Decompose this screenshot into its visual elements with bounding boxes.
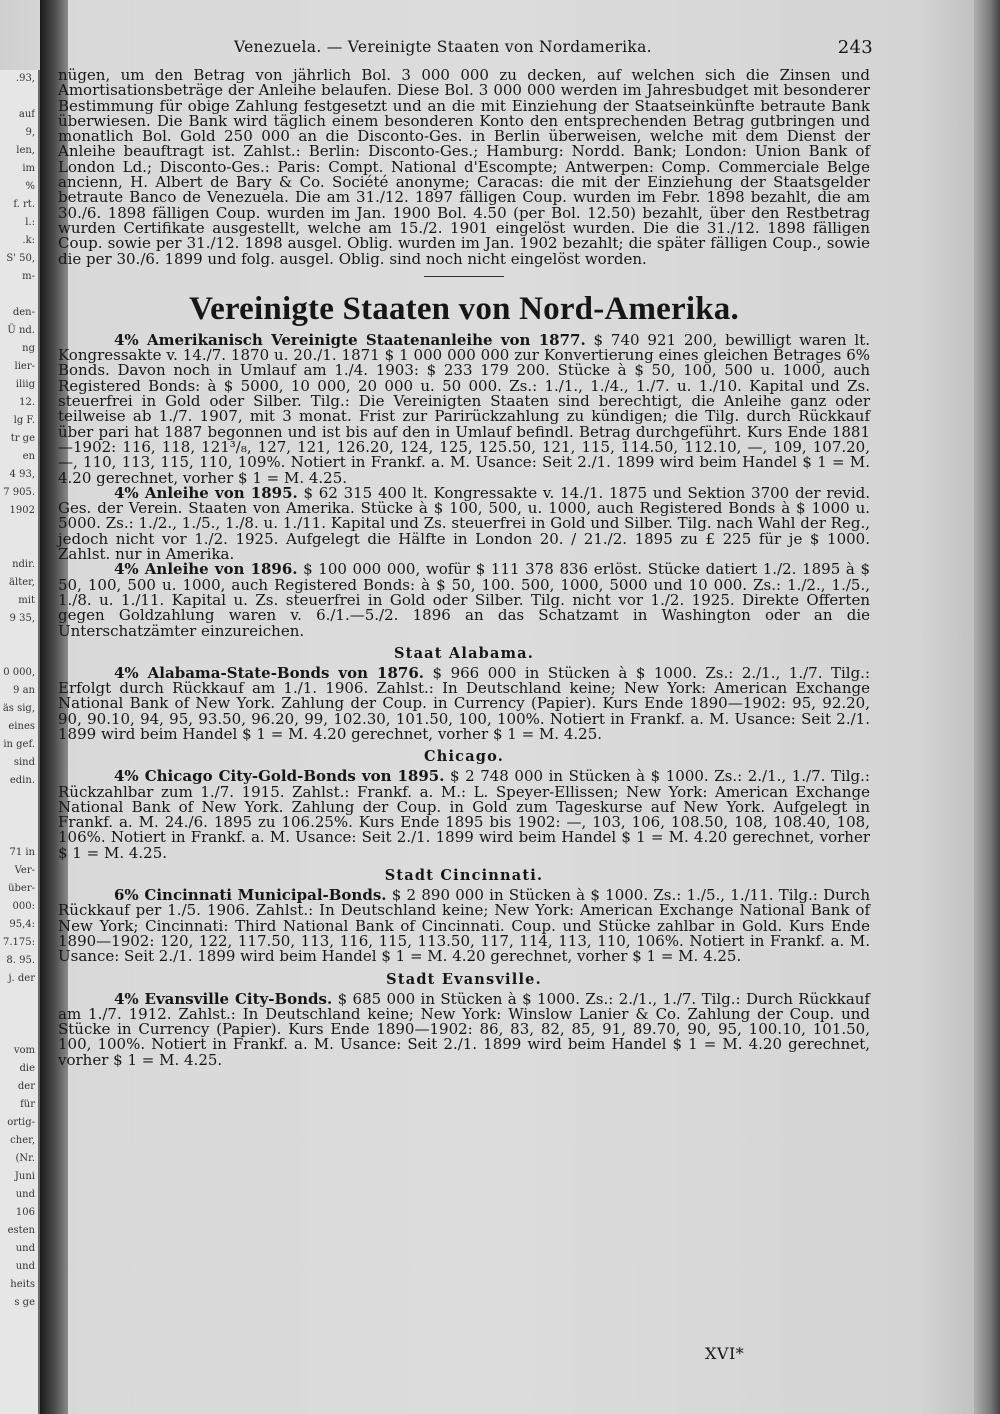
margin-fragment: Ver-	[14, 865, 35, 876]
margin-fragment: iliig	[15, 379, 35, 390]
bond-heading: 4% Amerikanisch Vereinigte Staatenanleihe von 1877.	[114, 330, 586, 349]
bond-text: $ 2 748 000 in Stücken à $ 1000. Zs.: 2./1., 1./7. Tilg.: Rückzahlbar zum 1./7. 1915. Zahlst.: Frankf. a. M.: L. Speyer-Ellissen; New York: American Exchange National Bank of New York. Zahlung der Coup. in Gold zum Tageskurse auf New York. Aufgelegt in Frankf. a. M. 24./6. 1895 zu 106.25%. Kurs Ende 1895 bis 1902: —, 103, 106, 108.50, 108, 108.40, 108, 106%. Notiert in Frankf. a. M. Usance: Seit 2./1. 1899 wird beim Handel $ 1 = M. 4.20 gerechnet, vorher $ 1 = M. 4.25.	[58, 767, 870, 862]
margin-fragment: ndir.	[12, 559, 35, 570]
margin-fragment: in gef.	[3, 739, 35, 750]
margin-fragment: ng	[22, 343, 35, 354]
bond-heading: 4% Evansville City-Bonds.	[114, 989, 333, 1008]
margin-fragment: vom	[13, 1045, 35, 1056]
margin-fragment: eines	[8, 721, 35, 732]
bond-entry	[58, 562, 870, 638]
bond-entry	[58, 330, 870, 487]
subsection-title: Staat Alabama.	[394, 644, 534, 662]
margin-fragment: 000:	[12, 901, 35, 912]
margin-fragment: 9 35,	[9, 613, 35, 624]
margin-fragment: für	[20, 1099, 35, 1110]
margin-fragment: und	[15, 1261, 35, 1272]
margin-fragment: auf	[18, 109, 35, 120]
margin-fragment	[0, 286, 35, 304]
bond-entry	[58, 989, 870, 1069]
margin-fragment: tr ge	[10, 433, 35, 444]
margin-fragment	[0, 1006, 35, 1024]
margin-fragment: .k:	[22, 235, 35, 246]
bond-text: $ 740 921 200, bewilligt waren lt. Kongressakte v. 14./7. 1870 u. 20./1. 1871 $ 1 000 000 000 zur Konvertierung eines gleichen Betrages 6% Bonds. Davon noch in Umlauf am 1./4. 1903: $ 233 179 200. Stücke à $ 50, 100, 500 u. 1000, auch Registered Bonds: à $ 5000, 10 000, 20 000 u. 50 000. Zs.: 1./1., 1./4., 1./7. u. 1./10. Kapital und Zs. steuerfrei in Gold oder Silber. Tilg.: Die Vereinigten Staaten sind berechtigt, die Anleihe ganz oder teilweise ab 1./7. 1907, mit 3 monat. Frist zur Parirückzahlung zu kündigen; die Tilg. durch Rückkauf über pari hat 1887 begonnen und ist bis auf den in Umlauf befindl. Betrag durchgeführt. Kurs Ende 1881—1902: 116, 118, 121³/₈, 127, 121, 126.20, 124, 125, 125.50, 121, 115, 114.50, 112.10, —, 109, 107.20, —, 110, 113, 115, 110, 109%. Notiert in Frankf. a. M. Usance: Seit 2./1. 1899 wird beim Handel $ 1 = M. 4.20 gerechnet, vorher $ 1 = M. 4.25.	[58, 330, 870, 487]
margin-fragment	[0, 628, 35, 646]
margin-fragment: cher,	[10, 1135, 35, 1146]
bond-text: $ 100 000 000, wofür $ 111 378 836 erlöst. Stücke datiert 1./2. 1895 à $ 50, 100, 500 u. 1000, auch Registered Bonds: à $ 50, 100. 500, 1000, 5000 und 10 000. Zs.: 1./2., 1./5., 1./8. u. 1./11. Kapital u. Zs. steuerfrei in Gold oder Silber. Tilg. nicht vor 1./2. 1925. Direkte Offerten gegen Goldzahlung waren v. 6./1.—5./2. 1896 an das Schatzamt in Washington oder an die Unterschatzämter einzureichen.	[58, 560, 870, 640]
margin-fragment: 9 an	[13, 685, 35, 696]
margin-fragment: 106	[15, 1207, 35, 1218]
subsection-title: Chicago.	[423, 748, 505, 766]
subsection-title: Stadt Evansville.	[386, 970, 542, 988]
section-title: Vereinigte Staaten von Nord-Amerika.	[189, 290, 739, 327]
margin-fragment: mit	[18, 595, 35, 606]
margin-fragment: .93,	[15, 73, 35, 84]
margin-fragment: über-	[8, 883, 35, 894]
margin-fragment	[0, 988, 35, 1006]
printer-signature: XVI*	[705, 1344, 745, 1363]
margin-fragment	[0, 538, 35, 556]
bond-entry	[58, 663, 870, 743]
margin-fragment	[0, 1024, 35, 1042]
margin-fragment: 12.	[19, 397, 35, 408]
margin-fragment: len,	[16, 145, 35, 156]
bond-text: $ 685 000 in Stücken à $ 1000. Zs.: 2./1., 1./7. Tilg.: Durch Rückkauf am 1./7. 1912. Zahlst.: In Deutschland keine; New York: Winslow Lanier & Co. Zahlung der Coup. und Stücke in Currency (Papier). Kurs Ende 1890—1902: 86, 83, 82, 85, 91, 89.70, 90, 95, 100.10, 101.50, 100, 100%. Notiert in Frankf. a. M. Usance: Seit 2./1. 1899 wird beim Handel $ 1 = M. 4.20 gerechnet, vorher $ 1 = M. 4.25.	[58, 989, 870, 1069]
page-edge	[974, 0, 1000, 1414]
margin-fragment: die	[19, 1063, 35, 1074]
margin-fragment: der	[17, 1081, 35, 1092]
margin-fragment: (Nr.	[15, 1153, 35, 1164]
margin-fragment: den-	[12, 307, 35, 318]
page-number: 243	[837, 37, 873, 58]
page-content	[58, 37, 873, 1069]
bond-entry	[58, 888, 870, 964]
margin-fragment: esten	[7, 1225, 35, 1236]
margin-fragment: 8. 95.	[6, 955, 35, 966]
margin-fragment: im	[22, 163, 35, 174]
margin-fragment: äs sig,	[2, 703, 35, 714]
bond-entry	[58, 769, 870, 861]
margin-fragment: 7.175:	[3, 937, 35, 948]
margin-fragment: lier-	[14, 361, 35, 372]
margin-fragment: sind	[13, 757, 35, 768]
margin-fragment: f. rt.	[13, 199, 35, 210]
venezuela-continuation: nügen, um den Betrag von jährlich Bol. 3 000 000 zu decken, auf welchen sich die Zinsen und Amortisationsbeträge der Anleihe belaufen. Diese Bol. 3 000 000 werden im Jahresbudget mit besonderer Bestimmung für obige Zahlung festgesetzt und an die mit Einziehung der Staatseinkünfte betraute Bank überwiesen. Die Bank wird täglich einem besonderen Konto den entsprechenden Betrag gutbringen und monatlich Bol. Gold 250 000 an die Disconto-Ges. in Berlin überweisen, welche mit dem Dienst der Anleihe beauftragt ist. Zahlst.: Berlin: Disconto-Ges.; Hamburg: Nordd. Bank; London: Union Bank of London Ld.; Disconto-Ges.: Paris: Compt. National d'Escompte; Antwerpen: Comp. Commerciale Belge ancienn, H. Albert de Bary & Co. Société anonyme; Caracas: die mit der Einziehung der Staatsgelder betraute Banco de Venezuela. Die am 31./12. 1897 fälligen Coup. wurden im Febr. 1898 bezahlt, die am 30./6. 1898 fälligen Coup. wurden im Jan. 1900 Bol. 4.50 (per Bol. 12.50) bezahlt, über den Restbetrag wurden Certifikate ausgestellt, welche am 15./2. 1901 eingelöst wurden. Die die 31./12. 1898 fälligen Coup. sowie per 31./12. 1898 ausgel. Oblig. wurden im Jan. 1902 bezahlt; die später fälligen Coup., sowie die per 30./6. 1899 und folg. ausgel. Oblig. sind noch nicht eingelöst worden.	[58, 66, 870, 268]
margin-fragment: Ü nd.	[7, 325, 35, 336]
margin-fragment	[0, 826, 35, 844]
running-head	[58, 37, 873, 68]
margin-fragment: edin.	[9, 775, 35, 786]
margin-fragment: j. der	[8, 973, 35, 984]
margin-fragment: s ge	[14, 1297, 35, 1308]
margin-fragment: S' 50,	[6, 253, 35, 264]
bond-heading: 4% Alabama-State-Bonds von 1876.	[114, 663, 424, 682]
facing-page-fragment	[0, 70, 40, 1414]
margin-fragment	[0, 646, 35, 664]
margin-fragment: en	[22, 451, 35, 462]
margin-fragment: und	[15, 1243, 35, 1254]
margin-fragment: ortig-	[7, 1117, 35, 1128]
bond-heading: 4% Chicago City-Gold-Bonds von 1895.	[114, 767, 445, 786]
margin-fragment: l.:	[25, 217, 35, 228]
margin-fragment: heits	[10, 1279, 35, 1290]
bond-heading: 6% Cincinnati Municipal-Bonds.	[114, 886, 387, 905]
margin-fragment: 9,	[25, 127, 35, 138]
subsection-title: Stadt Cincinnati.	[384, 867, 544, 885]
bond-text: $ 2 890 000 in Stücken à $ 1000. Zs.: 1./5., 1./11. Tilg.: Durch Rückkauf per 1./5. 1906. Zahlst.: In Deutschland keine; New York: American Exchange National Bank of New York; Cincinnati: Third National Bank of Cincinnati. Coup. und Stücke zahlbar in Gold. Kurs Ende 1890—1902: 120, 122, 117.50, 113, 116, 115, 113.50, 117, 114, 113, 110, 106%. Notiert in Frankf. a. M. Usance: Seit 2./1. 1899 wird beim Handel $ 1 = M. 4.20 gerechnet, vorher $ 1 = M. 4.25.	[58, 886, 870, 966]
bond-text: $ 966 000 in Stücken à $ 1000. Zs.: 2./1., 1./7. Tilg.: Erfolgt durch Rückkauf am 1./1. 1906. Zahlst.: In Deutschland keine; New York: American Exchange National Bank of New York. Zahlung der Coup. in Currency (Papier). Kurs Ende 1890—1902: 95, 92.20, 90, 90.10, 94, 95, 93.50, 96.20, 99, 102.30, 101.50, 100, 100%. Notiert in Frankf. a. M. Usance: Seit 2./1. 1899 wird beim Handel $ 1 = M. 4.20 gerechnet, vorher $ 1 = M. 4.25.	[58, 663, 870, 743]
running-head-title: Venezuela. — Vereinigte Staaten von Nordamerika.	[234, 38, 652, 56]
bond-text: $ 62 315 400 lt. Kongressakte v. 14./1. 1875 und Sektion 3700 der revid. Ges. der Verein. Staaten von Amerika. Stücke à $ 100, 500, u. 1000, auch Registered Bonds à $ 1000 u. 5000. Zs.: 1./2., 1./5., 1./8. u. 1./11. Kapital und Zs. steuerfrei in Gold und Silber. Tilg. nach Wahl der Reg., jedoch nicht vor 1./2. 1925. Aufgelegt die Hälfte in London 20. / 21./2. 1895 zu £ 225 für je $ 1000. Zahlst. nur in Amerika.	[58, 483, 871, 564]
margin-fragment: m-	[22, 271, 35, 282]
bond-heading: 4% Anleihe von 1895.	[114, 483, 298, 502]
margin-fragment	[0, 790, 35, 808]
margin-fragment: 4 93,	[9, 469, 35, 480]
margin-fragment: 95,4:	[9, 919, 35, 930]
margin-fragment: 7 905.	[3, 487, 35, 498]
section-divider	[424, 276, 504, 277]
margin-fragment	[0, 88, 35, 106]
margin-fragment: und	[15, 1189, 35, 1200]
margin-fragment: %	[25, 181, 35, 192]
margin-fragment: älter,	[9, 577, 35, 588]
margin-fragment: 1902	[9, 505, 35, 516]
margin-fragment: 71 in	[9, 847, 35, 858]
bond-entry	[58, 483, 871, 564]
margin-fragment: Juni	[14, 1171, 35, 1182]
margin-fragment: lg F.	[13, 415, 35, 426]
bond-heading: 4% Anleihe von 1896.	[114, 560, 298, 579]
margin-fragment	[0, 520, 35, 538]
margin-fragment: 0 000,	[3, 667, 35, 678]
margin-fragment	[0, 808, 35, 826]
